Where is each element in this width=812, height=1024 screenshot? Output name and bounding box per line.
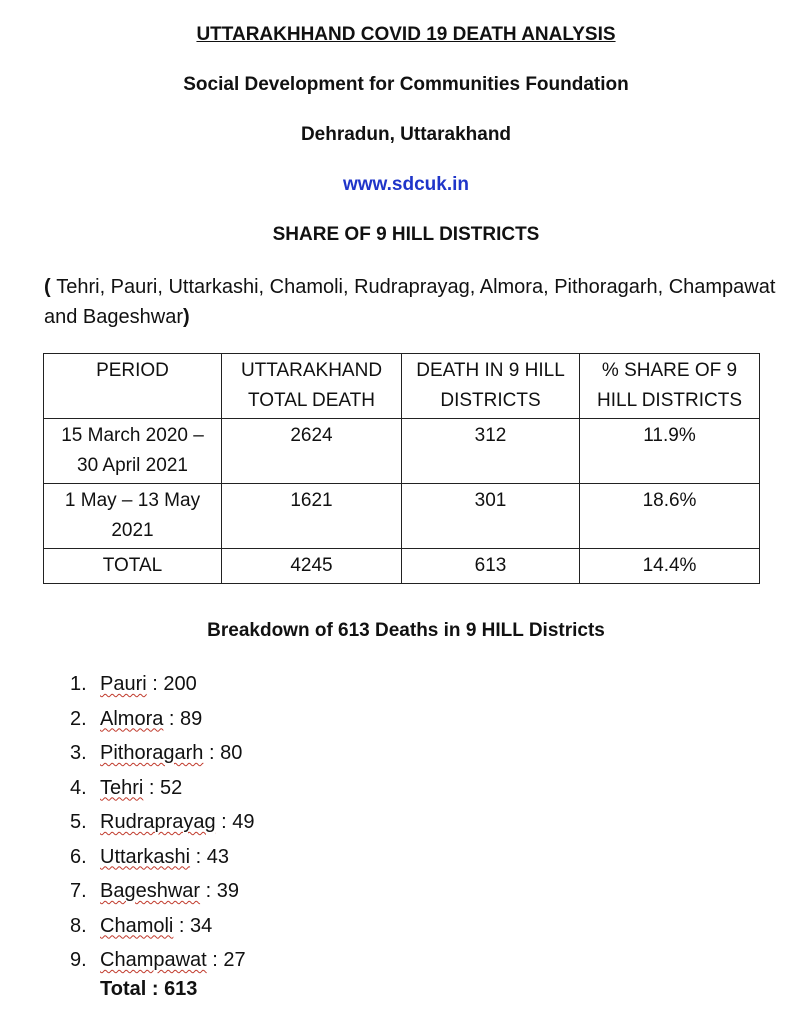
item-district: Chamoli [100,914,174,937]
cell-hill-deaths: 613 [402,549,580,584]
item-district: Tehri [100,776,144,799]
cell-period: TOTAL [44,549,222,584]
item-count: 52 [160,776,183,799]
cell-hill-deaths: 301 [402,484,580,549]
list-item [70,875,255,910]
list-item [70,910,255,945]
item-number: 1. [70,673,87,695]
item-count: 39 [216,880,239,902]
list-item [70,841,255,876]
item-count: 43 [206,845,229,868]
paren-open: ( [44,276,57,298]
item-number: 8. [70,914,87,937]
item-number: 6. [70,845,87,868]
item-number: 3. [70,742,87,764]
list-item [70,703,255,738]
section-subtitle: SHARE OF 9 HILL DISTRICTS [272,224,540,245]
breakdown-total: Total : 613 [100,978,198,1000]
item-separator: : [200,880,217,902]
item-district: Almora [100,707,164,730]
table-row [44,484,760,549]
list-item [70,806,255,841]
breakdown-title: Breakdown of 613 Deaths in 9 HILL Districts [207,620,605,641]
header-share: % SHARE OF 9 HILL DISTRICTS [580,354,760,419]
organization-name: Social Development for Communities Foundation [183,74,629,95]
item-count: 34 [190,914,213,937]
table-header-row [44,354,760,419]
item-number: 9. [70,949,87,971]
districts-note [44,272,784,332]
location [0,124,812,146]
location-text: Dehradun, Uttarakhand [300,124,512,145]
item-district: Bageshwar [100,880,201,902]
item-separator: : [146,673,164,695]
item-count: 80 [220,742,243,764]
item-separator: : [173,914,191,937]
cell-share: 14.4% [580,549,760,584]
summary-table [43,353,760,584]
item-separator: : [206,949,224,971]
cell-period: 15 March 2020 – 30 April 2021 [44,419,222,484]
item-number: 7. [70,880,87,902]
item-district: Uttarkashi [100,845,191,868]
cell-total-death: 4245 [222,549,402,584]
item-number: 5. [70,811,87,833]
item-district: Champawat [100,949,207,971]
list-item [70,668,255,703]
table-row-total [44,549,760,584]
header-total-death: UTTARAKHAND TOTAL DEATH [222,354,402,419]
document-title: UTTARAKHHAND COVID 19 DEATH ANALYSIS [196,24,616,45]
districts-list: Tehri, Pauri, Uttarkashi, Chamoli, Rudraprayag, Almora, Pithoragarh, Champawat and Bageshwar [44,276,776,328]
table-row [44,419,760,484]
item-district: Rudraprayag [100,811,216,833]
cell-share: 18.6% [580,484,760,549]
list-item [70,737,255,772]
item-count: 49 [232,811,255,833]
item-district: Pauri [100,673,147,695]
cell-hill-deaths: 312 [402,419,580,484]
item-separator: : [190,845,207,868]
item-district: Pithoragarh [100,742,204,764]
item-count: 27 [223,949,246,971]
cell-period: 1 May – 13 May 2021 [44,484,222,549]
cell-total-death: 2624 [222,419,402,484]
item-number: 4. [70,776,87,799]
header-hill-deaths: DEATH IN 9 HILL DISTRICTS [402,354,580,419]
cell-total-death: 1621 [222,484,402,549]
item-separator: : [203,742,221,764]
paren-close: ) [182,306,190,328]
list-item [70,944,255,979]
item-separator: : [143,776,161,799]
item-separator: : [215,811,233,833]
item-count: 89 [180,707,203,730]
item-number: 2. [70,707,87,730]
item-separator: : [163,707,181,730]
breakdown-list [70,668,255,979]
item-count: 200 [163,673,197,695]
list-item [70,772,255,807]
cell-share: 11.9% [580,419,760,484]
header-period: PERIOD [44,354,222,419]
website-link[interactable]: www.sdcuk.in [343,174,469,195]
